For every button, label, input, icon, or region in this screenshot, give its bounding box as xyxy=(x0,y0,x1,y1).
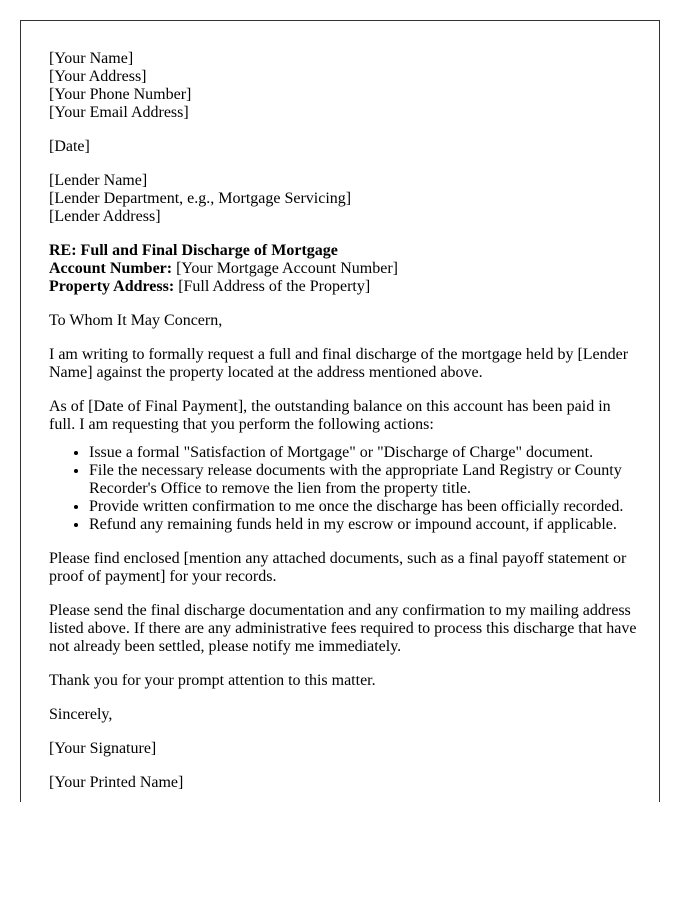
recipient-address: [Lender Address] xyxy=(49,208,161,225)
property-address-value: [Full Address of the Property] xyxy=(174,278,371,295)
valediction: Sincerely, xyxy=(49,706,113,723)
body-paragraph-5: Thank you for your prompt attention to this matter. xyxy=(49,672,376,689)
body-paragraph-1: I am writing to formally request a full and final discharge of the mortgage held by [Lender Name] against the property located at the address mentioned above. xyxy=(49,346,629,381)
body-paragraph-4: Please send the final discharge documentation and any confirmation to my mailing address listed above. If there are any administrative fees required to process this discharge that have not already been settled, please notify me immediately. xyxy=(49,602,637,655)
printed-name: [Your Printed Name] xyxy=(49,774,184,791)
recipient-department: [Lender Department, e.g., Mortgage Servicing] xyxy=(49,190,352,207)
account-number-line xyxy=(49,260,639,278)
property-address-label: Property Address: xyxy=(49,278,175,295)
signature: [Your Signature] xyxy=(49,740,157,757)
list-item: • Refund any remaining funds held in my escrow or impound account, if applicable. xyxy=(89,516,639,534)
letter-date: [Date] xyxy=(49,138,90,155)
actions-list xyxy=(49,444,639,534)
list-item: • Provide written confirmation to me once the discharge has been officially recorded. xyxy=(89,498,639,516)
property-address-line xyxy=(49,278,639,296)
subject-block xyxy=(49,242,639,296)
list-item: • File the necessary release documents with the appropriate Land Registry or County Recorder's Office to remove the lien from the property title. xyxy=(89,462,639,498)
sender-phone: [Your Phone Number] xyxy=(49,86,192,103)
letter-content xyxy=(49,50,639,802)
subject-re-line: RE: Full and Final Discharge of Mortgage xyxy=(49,242,338,259)
account-number-value: [Your Mortgage Account Number] xyxy=(172,260,398,277)
sender-email: [Your Email Address] xyxy=(49,104,189,121)
recipient-name: [Lender Name] xyxy=(49,172,148,189)
sender-name: [Your Name] xyxy=(49,50,134,67)
salutation: To Whom It May Concern, xyxy=(49,312,223,329)
letter-page xyxy=(20,20,660,802)
list-item: • Issue a formal "Satisfaction of Mortgage" or "Discharge of Charge" document. xyxy=(89,444,639,462)
recipient-block xyxy=(49,172,639,226)
body-paragraph-3: Please find enclosed [mention any attached documents, such as a final payoff statement or proof of payment] for your records. xyxy=(49,550,627,585)
body-paragraph-2: As of [Date of Final Payment], the outstanding balance on this account has been paid in full. I am requesting that you perform the following actions: xyxy=(49,398,611,433)
sender-address: [Your Address] xyxy=(49,68,147,85)
account-number-label: Account Number: xyxy=(49,260,173,277)
sender-block xyxy=(49,50,639,122)
